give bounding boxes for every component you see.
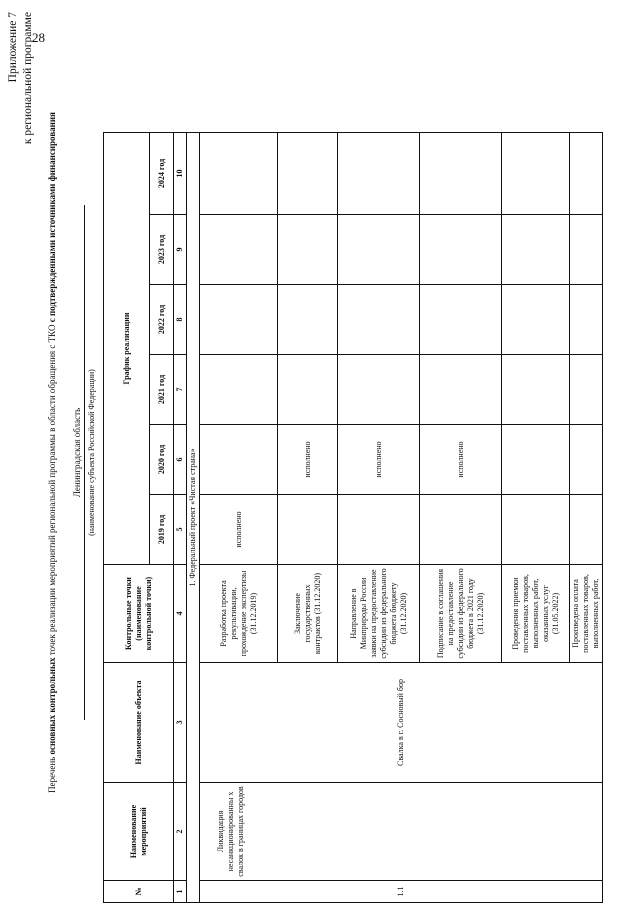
year-cell: [338, 132, 420, 214]
heading-prefix: Перечень: [47, 754, 57, 793]
region-underline: [84, 205, 85, 720]
col-number: 3: [174, 663, 187, 783]
year-cell: [502, 355, 570, 425]
year-cell: [338, 285, 420, 355]
checkpoints-table: [103, 132, 603, 903]
col-number: 4: [174, 565, 187, 663]
year-cell: [200, 355, 278, 425]
checkpoint-cell: Проведения приемки поставленных товаров, выполненных работ, оказанных услуг (31.05.2022): [502, 565, 570, 663]
year-cell: [502, 425, 570, 495]
header-schedule: График реализации: [104, 132, 150, 564]
region-caption: (наименование субъекта Российской Федерации): [87, 369, 96, 536]
header-year: 2019 год: [150, 495, 174, 565]
heading-bold-2: с подтвержденными источниками финансирования: [47, 112, 57, 323]
year-cell: [502, 495, 570, 565]
checkpoint-cell: Разработка проекта рекультивации, прохождение экспертизы (31.12.2019): [200, 565, 278, 663]
year-cell: [278, 132, 338, 214]
year-cell: [278, 285, 338, 355]
col-number: 5: [174, 495, 187, 565]
checkpoint-cell: Подписание в соглашения на предоставление субсидии из федерального бюджета в 2021 году (31.12.2020): [420, 565, 502, 663]
year-cell: [420, 355, 502, 425]
header-year: 2021 год: [150, 355, 174, 425]
year-cell: [420, 285, 502, 355]
header-event: Наименование мероприятий: [104, 783, 174, 881]
heading-middle: точек реализации мероприятий региональной программы в области обращения с ТКО: [47, 322, 57, 658]
year-cell: [502, 215, 570, 285]
year-cell: [200, 425, 278, 495]
object-name: Свалка в г. Сосновый бор: [200, 663, 603, 783]
checkpoint-cell: Произведена оплата поставленных товаров, выполненных работ,: [570, 565, 603, 663]
checkpoint-cell: Направление в Минприроды России заявки на предоставление субсидии из федерального бюджета бюджету (31.12.2020): [338, 565, 420, 663]
year-cell: [502, 132, 570, 214]
region-name: Ленинградская область: [72, 407, 82, 498]
year-cell: [502, 285, 570, 355]
col-number: 8: [174, 285, 187, 355]
year-cell: [570, 495, 603, 565]
year-cell: [570, 355, 603, 425]
year-cell: [200, 215, 278, 285]
year-cell: [338, 355, 420, 425]
page-number: 28: [32, 30, 45, 45]
item-number: 1.1: [200, 881, 603, 903]
year-cell: [200, 285, 278, 355]
year-cell: [570, 215, 603, 285]
header-year: 2024 год: [150, 132, 174, 214]
year-cell: [338, 495, 420, 565]
col-number: 2: [174, 783, 187, 881]
heading-bold-1: основных контрольных: [47, 657, 57, 755]
checkpoint-cell: Заключение государственных контрактов (31.12.2020): [278, 565, 338, 663]
header-year: 2020 год: [150, 425, 174, 495]
year-cell: [338, 215, 420, 285]
col-number: 10: [174, 132, 187, 214]
col-number: 7: [174, 355, 187, 425]
document-heading: [46, 60, 58, 845]
year-cell: [420, 495, 502, 565]
annex-subtitle: к региональной программе: [22, 12, 34, 145]
year-cell: [420, 215, 502, 285]
year-cell: [278, 355, 338, 425]
event-name: Ликвидация несанкционированны х свалок в границах городов: [200, 783, 603, 881]
year-cell: [278, 495, 338, 565]
header-year: 2023 год: [150, 215, 174, 285]
header-num: №: [104, 881, 174, 903]
col-number: 6: [174, 425, 187, 495]
header-year: 2022 год: [150, 285, 174, 355]
year-cell: [200, 132, 278, 214]
year-cell: [570, 132, 603, 214]
year-cell: исполнено: [338, 425, 420, 495]
col-number: 9: [174, 215, 187, 285]
year-cell: исполнено: [200, 495, 278, 565]
year-cell: [570, 425, 603, 495]
year-cell: [570, 285, 603, 355]
year-cell: исполнено: [278, 425, 338, 495]
header-object: Наименование объекта: [104, 663, 174, 783]
federal-project-row: 1. Федеральный проект «Чистая страна»: [187, 132, 200, 902]
header-checkpoint: Контрольные точки (наименование контрольной точки): [104, 565, 174, 663]
annex-title: Приложение 7: [7, 12, 19, 83]
year-cell: исполнено: [420, 425, 502, 495]
year-cell: [420, 132, 502, 214]
year-cell: [278, 215, 338, 285]
col-number: 1: [174, 881, 187, 903]
annex-label: [6, 12, 36, 144]
table-row: [200, 132, 278, 902]
